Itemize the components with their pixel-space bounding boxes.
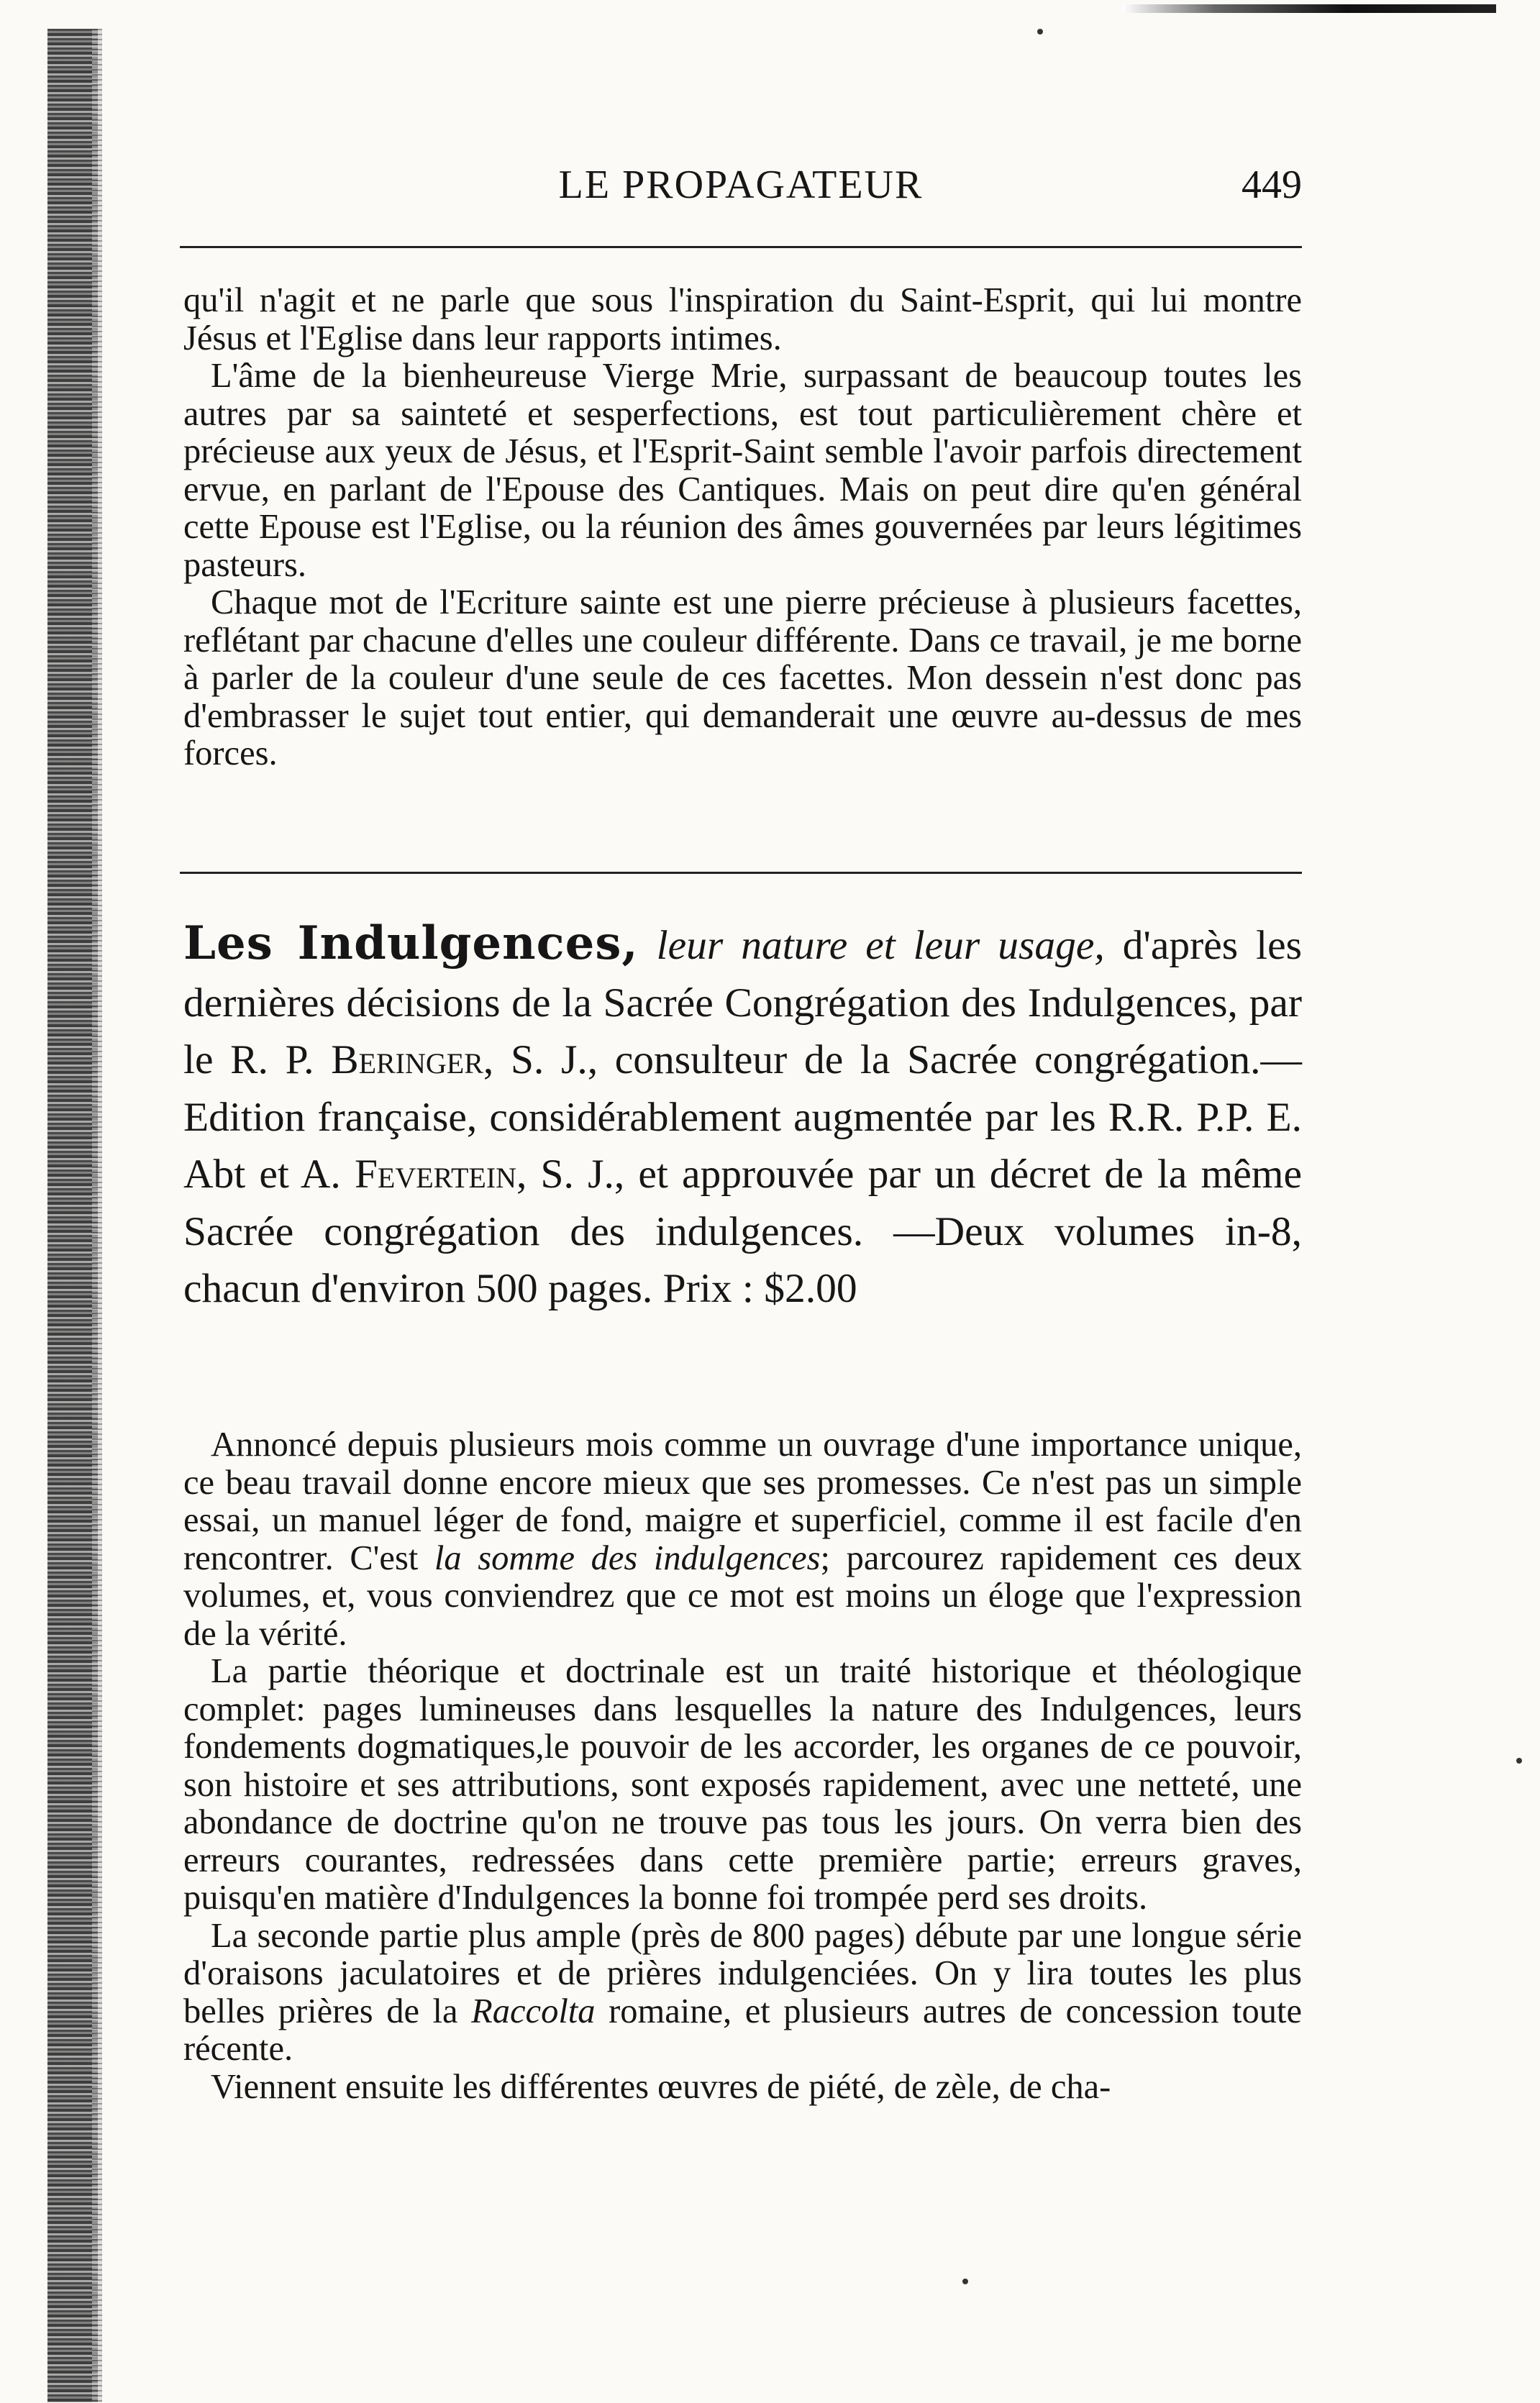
running-title: LE PROPAGATEUR <box>558 163 924 207</box>
text-run: romaine, et plusieurs autres de concession toute récente. <box>183 1992 1303 2068</box>
scan-speck <box>1037 29 1043 35</box>
paragraph: La partie théorique et doctrinale est un traité historique et théologique complet: pages lumineuses dans lesquelles la nature des Indulgences, leurs fondements dogmatiques,le pouvoir de les accorder, les organes de ce pouvoir, son histoire et ses attributions, sont exposés rapidement, avec une netteté, une abondance de doctrine qu'on ne trouve pas tous les jours. On verra bien des erreurs courantes, redressées dans cette première partie; erreurs graves, puisqu'en matière d'Indulgences la bonne foi trompée perd ses droits. <box>183 1652 1302 1917</box>
book-subtitle: leur nature et leur usage, <box>656 923 1105 968</box>
intro-section <box>183 282 1302 773</box>
review-text: d'après les dernières décisions de la Sacrée Congrégation des Indulgences, par le R. P. <box>183 923 1302 1082</box>
emphasis: la somme des indulgences <box>434 1538 821 1577</box>
paragraph: Viennent ensuite les différentes œuvres de piété, de zèle, de cha- <box>211 2067 1111 2106</box>
review-text: , S. J., consulteur de la Sacrée congrégation.—Edition française, considérablement augmentée par les R.R. P.P. E. Abt et A. <box>183 1037 1302 1197</box>
scan-binding-shadow <box>47 29 98 2402</box>
text-run: ; parcourez rapidement ces deux volumes, et, vous conviendrez que ce mot est moins un éloge que l'expression de la vérité. <box>183 1538 1303 1653</box>
running-header <box>180 162 1302 219</box>
section-divider <box>180 872 1302 874</box>
review-heading <box>183 915 1302 1318</box>
scan-speck <box>962 2279 968 2284</box>
paragraph: L'âme de la bienheureuse Vierge Mrie, surpassant de beaucoup toutes les autres par sa sainteté et sesperfections, est tout particulièrement chère et précieuse aux yeux de Jésus, et l'Esprit-Saint semble l'avoir parfois directement ervue, en parlant de l'Epouse des Cantiques. Mais on peut dire qu'en général cette Epouse est l'Eglise, ou la réunion des âmes gouvernées par leurs légitimes pasteurs. <box>183 357 1302 584</box>
book-title: Les Indulgences, <box>183 916 639 970</box>
page-number: 449 <box>1241 163 1302 207</box>
paragraph: qu'il n'agit et ne parle que sous l'inspiration du Saint-Esprit, qui lui montre Jésus et l'Eglise dans leur rapports intimes. <box>183 281 1302 357</box>
scan-speck <box>1516 1758 1522 1764</box>
coauthor-name: Fevertein <box>354 1152 517 1197</box>
header-rule <box>180 246 1302 248</box>
scan-binding-edge <box>92 29 102 2402</box>
review-body <box>183 1426 1302 2106</box>
paragraph: Chaque mot de l'Ecriture sainte est une pierre précieuse à plusieurs facettes, reflétant par chacune d'elles une couleur différente. Dans ce travail, je me borne à parler de la couleur d'une seule de ces facettes. Mon dessein n'est donc pas d'embrasser le sujet tout entier, qui demanderait une œuvre au-dessus de mes forces. <box>183 583 1302 772</box>
paragraph <box>183 1426 1302 1653</box>
scan-top-smudge <box>1122 4 1496 13</box>
review-text: , S. J., et approuvée par un décret de la même Sacrée congrégation des indulgences. —Deux volumes in-8, chacun d'environ 500 pages. Prix : $2.00 <box>183 1152 1302 1311</box>
text-run: Annoncé depuis plusieurs mois comme un ouvrage d'une importance unique, ce beau travail donne encore mieux que ses promesses. Ce n'est pas un simple essai, un manuel léger de fond, maigre et superficiel, comme il est facile d'en rencontrer. C'est <box>183 1426 1302 1577</box>
author-name: Beringer <box>331 1037 483 1082</box>
emphasis: Raccolta <box>471 1992 596 2030</box>
paragraph <box>183 1918 1302 2069</box>
text-run: La seconde partie plus ample (près de 800 pages) débute par une longue série d'oraisons jaculatoires et de prières indulgenciées. On y lira toutes les plus belles prières de la <box>183 1916 1302 2030</box>
